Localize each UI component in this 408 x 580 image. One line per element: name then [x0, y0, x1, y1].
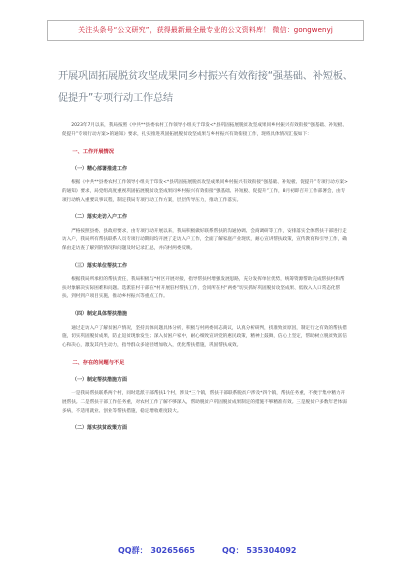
section-1-paragraph-4: 通过走访入户了解贫困户情况，坚持具体问题具体分析，积极与村两委同志商议，认真分析研判，找准致贫原因，制定行之有效的帮扶措施，切实巩固脱贫成果，防止返贫现象发生；深入贫困户家中，耐心细致宣讲党的惠民政策，精神上鼓舞，信心上坚定，帮助树立脱贫致富信心和决心，激发其内生动力，指导群众多途径增加收入，优化帮扶措施，巩固帮扶成效。: [62, 325, 347, 348]
section-1-heading: 一、工作开展情况: [72, 149, 114, 156]
section-2-paragraph-1: 一是我局帮扶联系两个村，同时选派干部帮扶1个村，涉及*三个镇，帮扶干部联系脱贫户涉及*四个镇，帮扶任务重，不便于集中精力开展帮扶。二是帮扶干部工作任务重，对农村工作了解不够深入，帮助脱贫户巩固脱贫成果制定的措施不够精准有效。三是脱贫户多数年老体弱多病，不适用就业、创业等帮扶措施，稳定增收难度较大。: [62, 391, 347, 414]
section-2-sub-1: （一）制定帮扶措施方面: [72, 376, 128, 383]
section-1-sub-1: （一）精心部署推进工作: [72, 165, 128, 172]
intro-paragraph: 2023年7月以来，我局按照《中共**县委农村工作领导小组关于印发<*县巩固拓展脱贫攻坚成果同乡村振兴有效衔接“强基础、补短板、促提升”专项行动方案>的通知》要求，扎实推进巩固拓展脱贫攻坚成果与乡村振兴有效衔接工作，现将具体情况汇报如下：: [62, 123, 347, 137]
section-1-sub-3: （三）落实单位帮扶工作: [72, 262, 128, 269]
qq-contact-text: QQ： 535304092: [222, 546, 297, 555]
section-1-sub-4: （四）制定具体帮扶措施: [72, 310, 128, 317]
document-body: [62, 122, 348, 439]
section-1-paragraph-3: 根据我局所承担的帮扶责任，我局积极与*村区开展对接，指导帮扶村增强发展思路，充分发挥单位优势，统筹资源帮助完成帮扶村和帮扶对象解决实际困难和问题。选派驻村干部在*村开展驻村帮扶工作，会同所在村“两委”切实抓好巩固脱贫攻坚成果、低收入人口常态化帮扶、到村到户项目实施，推动乡村振兴等重点工作。: [62, 277, 345, 300]
top-banner: 关注头条号“公文研究”，获得最新最全最专业的公文资料库！ 微信：gongwenyj: [47, 20, 364, 41]
qq-group-text: QQ群： 30265665: [118, 546, 195, 555]
section-1-paragraph-2: 严格按照县委、县政府要求，由专项行动开展以来，我局积极做好联系帮扶的沟通协调、会商调研等工作，安排落实全体帮扶干部进行走访入户，我局所有帮扶联系人员专项行动期间均开展了走访入户工作，全面了解家庭产业现状，耐心宣讲帮扶政策，宣传教育和引导工作，确保由走访查了解到的情况和问题及时记录汇总，并向村两委反映。: [62, 228, 347, 251]
section-1-sub-2: （二）落实走访入户工作: [72, 214, 128, 221]
document-title: 开展巩固拓展脱贫攻坚成果同乡村振兴有效衔接“强基础、补短板、促提升”专项行动工作总结: [58, 71, 353, 104]
section-1-paragraph-1: 根据《中共**县委农村工作领导小组关于印发<*县巩固拓展脱贫攻坚成果同乡村振兴有效衔接“强基础、补短板、促提升”专项行动方案>的通知》要求，局党组高度重视巩固拓展脱贫攻坚成果同乡村振兴有效衔接“强基础、补短板、促提升”工作，8月初即召开工作部署会，由专项行动纳入重要议事议程，制定我局专项行动工作方案，层层传导压力，推动工作落实。: [62, 180, 348, 203]
section-2-sub-2: （二）落实扶贫政策方面: [72, 425, 128, 432]
section-2-heading: 二、存在的问题与不足: [72, 360, 125, 367]
